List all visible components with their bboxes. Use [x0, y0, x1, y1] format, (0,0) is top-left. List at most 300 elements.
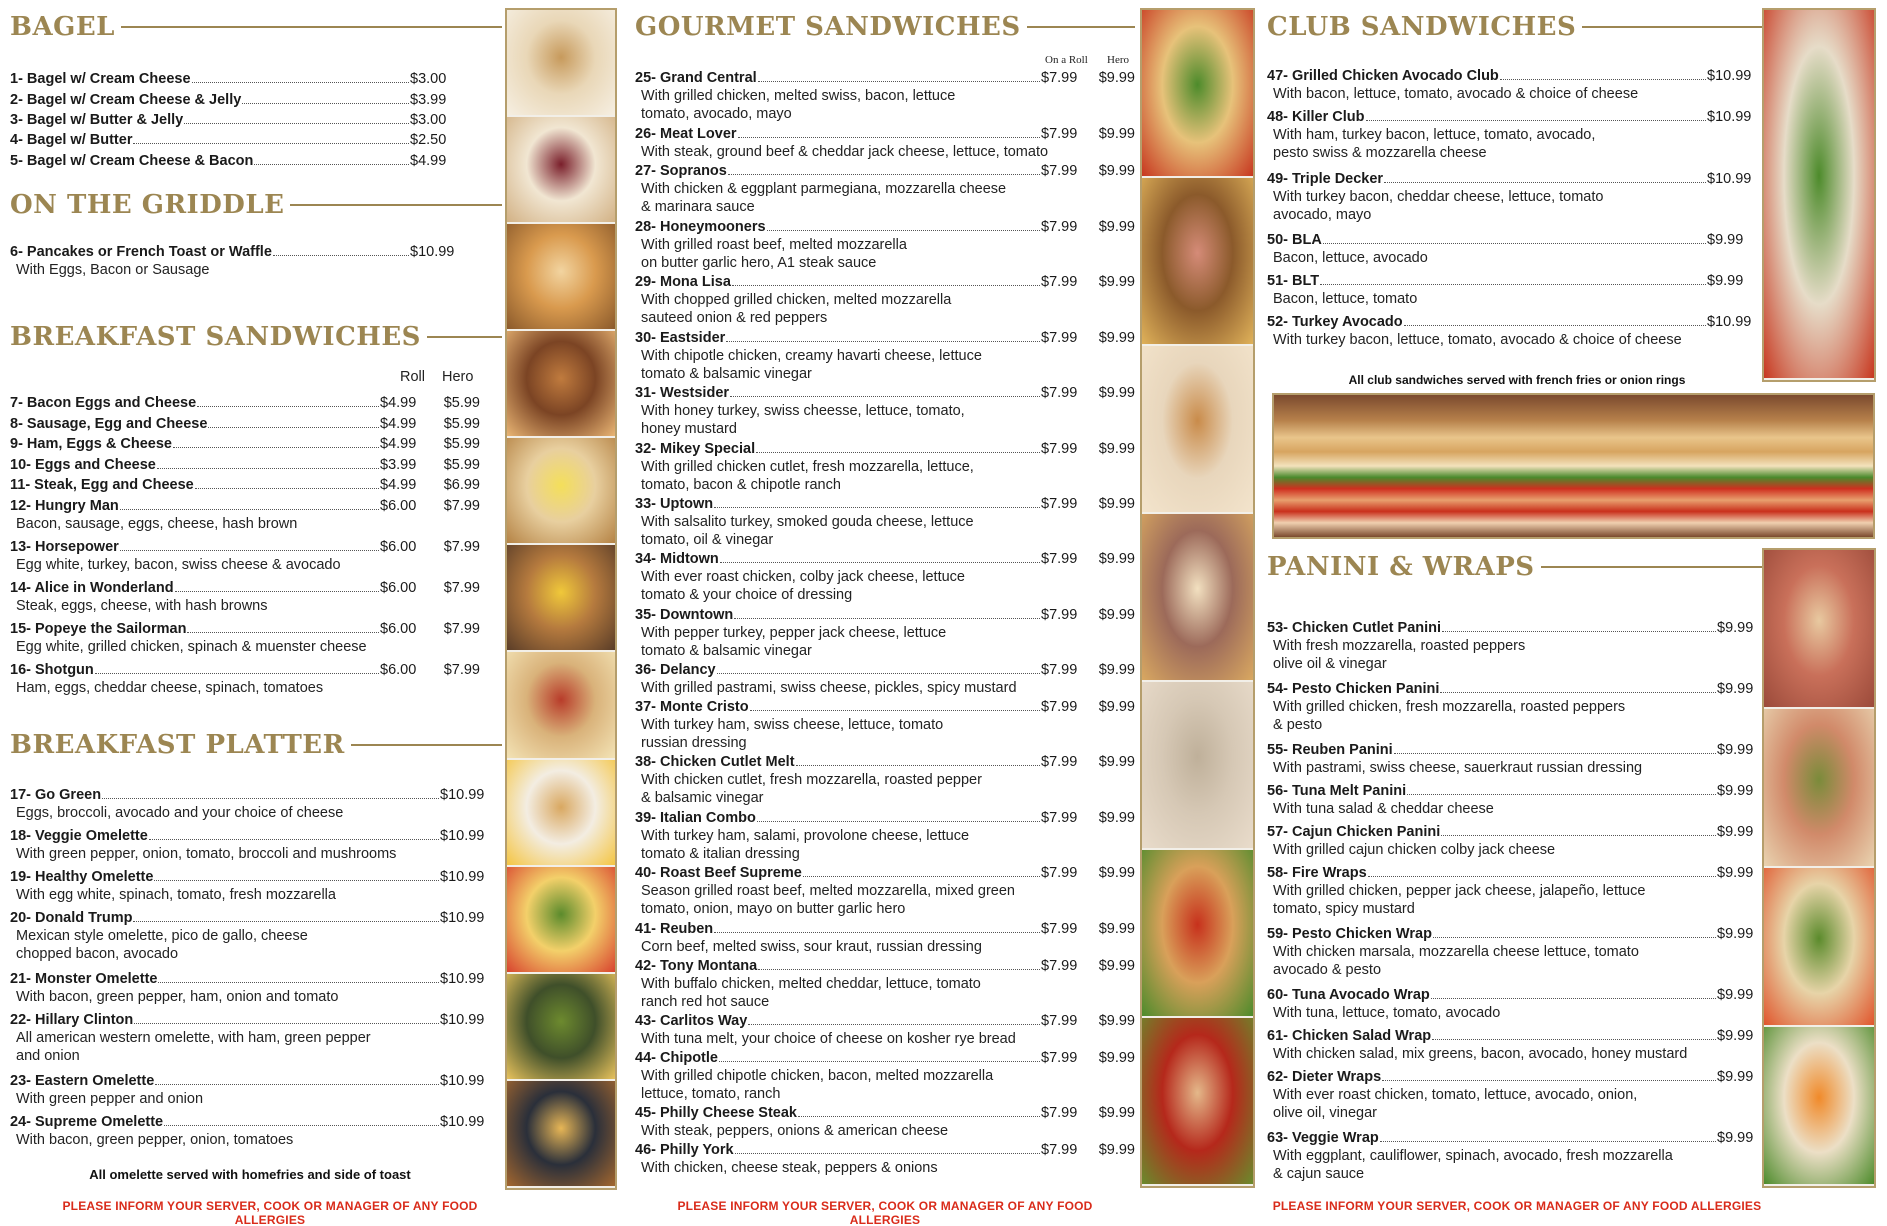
leader-dots [758, 81, 1040, 82]
item-price: $10.99 [440, 1012, 485, 1028]
item-price: $9.99 [1707, 232, 1744, 248]
menu-item-name: 16- Shotgun [10, 662, 94, 678]
menu-item-description: tomato & balsamic vinegar [641, 366, 812, 382]
omelette-toast-photo [507, 1081, 615, 1188]
menu-item-name: 2- Bagel w/ Cream Cheese & Jelly [10, 92, 242, 108]
menu-item [1267, 109, 1759, 162]
menu-item [635, 496, 1135, 549]
hero-price: $9.99 [1098, 810, 1135, 826]
menu-item-name: 53- Chicken Cutlet Panini [1267, 620, 1442, 636]
roast-beef-photo [1142, 514, 1253, 682]
menu-item-description: and onion [16, 1048, 80, 1064]
menu-item-name: 58- Fire Wraps [1267, 865, 1367, 881]
menu-item [635, 662, 1135, 697]
menu-item [635, 274, 1135, 327]
leader-dots [175, 591, 379, 592]
menu-item [635, 163, 1135, 216]
item-price: $9.99 [1717, 742, 1754, 758]
column-club-panini [1267, 0, 1764, 1226]
menu-item [10, 436, 480, 453]
menu-item-line [10, 457, 480, 474]
menu-item-name: 6- Pancakes or French Toast or Waffle [10, 244, 272, 260]
menu-item-line [635, 496, 1135, 513]
leader-dots [730, 396, 1040, 397]
menu-item [635, 699, 1135, 752]
menu-item-name: 50- BLA [1267, 232, 1322, 248]
hero-price: $5.99 [443, 457, 480, 473]
hero-price: $9.99 [1098, 441, 1135, 457]
leader-dots [1380, 1141, 1716, 1142]
item-price: $10.99 [440, 1073, 485, 1089]
leader-dots [133, 143, 409, 144]
item-price: $2.50 [410, 132, 447, 148]
menu-item-description: With bacon, green pepper, ham, onion and tomato [16, 989, 339, 1005]
menu-item-description: With chopped grilled chicken, melted mozzarella [641, 292, 952, 308]
menu-item-name: 55- Reuben Panini [1267, 742, 1393, 758]
menu-item-description: pesto swiss & mozzarella cheese [1273, 145, 1487, 161]
panini-stack-photo [1764, 550, 1874, 709]
club-sandwich-photo [1764, 10, 1874, 380]
roll-price: $7.99 [1041, 441, 1078, 457]
menu-item-name: 61- Chicken Salad Wrap [1267, 1028, 1432, 1044]
leader-dots [798, 1116, 1040, 1117]
menu-item-line [635, 1050, 1135, 1067]
menu-item-description: With chicken salad, mix greens, bacon, avocado, honey mustard [1273, 1046, 1688, 1062]
roll-price: $7.99 [1041, 1050, 1078, 1066]
item-price: $9.99 [1717, 1130, 1754, 1146]
menu-item-line [10, 971, 488, 988]
hero-price: $9.99 [1098, 1013, 1135, 1029]
section-header [10, 188, 502, 222]
menu-item-line [10, 71, 450, 88]
roll-price: $7.99 [1041, 607, 1078, 623]
leader-dots [735, 1153, 1040, 1154]
leader-dots [1431, 998, 1716, 999]
hero-price: $9.99 [1098, 330, 1135, 346]
menu-item-description: Bacon, sausage, eggs, cheese, hash brown [16, 516, 298, 532]
leader-dots [1368, 876, 1716, 877]
leader-dots [1382, 1080, 1716, 1081]
menu-item-description: & balsamic vinegar [641, 790, 764, 806]
menu-item-description: With chicken & eggplant parmegiana, mozzarella cheese [641, 181, 1007, 197]
roll-price: $6.00 [380, 498, 417, 514]
section-header [1267, 550, 1764, 584]
french-toast-photo [507, 331, 615, 438]
leader-dots [134, 1023, 439, 1024]
section-header [10, 320, 502, 354]
menu-item-line [635, 1013, 1135, 1030]
menu-item-line [635, 921, 1135, 938]
menu-item-name: 63- Veggie Wrap [1267, 1130, 1379, 1146]
menu-item-line [1267, 681, 1759, 698]
menu-item [1267, 824, 1759, 859]
menu-item-name: 46- Philly York [635, 1142, 734, 1158]
section-title: CLUB SANDWICHES [1267, 12, 1577, 42]
menu-item-description: With grilled chicken, pepper jack cheese, jalapeño, lettuce [1273, 883, 1646, 899]
item-price: $9.99 [1717, 783, 1754, 799]
menu-item-line [1267, 1028, 1759, 1045]
leader-dots [717, 673, 1040, 674]
menu-item-name: 20- Donald Trump [10, 910, 133, 926]
hero-price: $9.99 [1098, 385, 1135, 401]
roll-price: $6.00 [380, 580, 417, 596]
hero-price: $5.99 [443, 436, 480, 452]
menu-item-description: With grilled chicken, fresh mozzarella, roasted peppers [1273, 699, 1626, 715]
leader-dots [719, 1061, 1040, 1062]
menu-item [635, 810, 1135, 863]
menu-item-line [635, 662, 1135, 679]
item-price: $10.99 [1707, 171, 1752, 187]
menu-item-name: 33- Uptown [635, 496, 714, 512]
menu-item-line [10, 395, 480, 412]
leader-dots [767, 230, 1040, 231]
menu-item-description: Egg white, grilled chicken, spinach & muenster cheese [16, 639, 367, 655]
hero-price: $9.99 [1098, 754, 1135, 770]
menu-item [10, 71, 450, 88]
menu-item [635, 921, 1135, 956]
leader-dots [133, 921, 439, 922]
menu-item-description: tomato & your choice of dressing [641, 587, 853, 603]
leader-dots [1441, 835, 1716, 836]
section-panini [1267, 550, 1764, 584]
menu-item-line [635, 810, 1135, 827]
menu-item-description: sauteed onion & red peppers [641, 310, 828, 326]
menu-item-name: 56- Tuna Melt Panini [1267, 783, 1407, 799]
menu-item-line [635, 958, 1135, 975]
menu-item-name: 5- Bagel w/ Cream Cheese & Bacon [10, 153, 254, 169]
menu-item [1267, 620, 1759, 673]
egg-sandwich-photo [507, 545, 615, 652]
club-photo-strip [1762, 8, 1876, 382]
menu-item-name: 21- Monster Omelette [10, 971, 158, 987]
menu-item [10, 132, 450, 149]
menu-item-line [10, 869, 488, 886]
leader-dots [1404, 325, 1706, 326]
roll-price: $6.00 [380, 621, 417, 637]
menu-item-line [10, 498, 480, 515]
menu-item-description: With honey turkey, swiss cheesse, lettuce, tomato, [641, 403, 965, 419]
hero-price: $9.99 [1098, 274, 1135, 290]
menu-item-line [1267, 926, 1759, 943]
leader-dots [1440, 692, 1716, 693]
menu-item-description: With green pepper, onion, tomato, broccoli and mushrooms [16, 846, 397, 862]
menu-item-name: 15- Popeye the Sailorman [10, 621, 187, 637]
roll-price: $7.99 [1041, 810, 1078, 826]
menu-item [10, 153, 450, 170]
leader-dots [728, 174, 1040, 175]
menu-item-name: 8- Sausage, Egg and Cheese [10, 416, 208, 432]
menu-item-description: on butter garlic hero, A1 steak sauce [641, 255, 877, 271]
menu-item [635, 551, 1135, 604]
menu-item-description: Eggs, broccoli, avocado and your choice of cheese [16, 805, 344, 821]
menu-item-name: 9- Ham, Eggs & Cheese [10, 436, 172, 452]
leader-dots [173, 447, 379, 448]
menu-item [1267, 987, 1759, 1022]
menu-item-line [635, 274, 1135, 291]
section-header [10, 728, 502, 762]
menu-item-description: & marinara sauce [641, 199, 755, 215]
roll-price: $7.99 [1041, 274, 1078, 290]
menu-item-name: 31- Westsider [635, 385, 730, 401]
menu-item-line [635, 1142, 1135, 1159]
menu-item-name: 23- Eastern Omelette [10, 1073, 155, 1089]
menu-item-line [1267, 273, 1759, 290]
menu-item-line [635, 330, 1135, 347]
leader-dots [748, 1024, 1040, 1025]
club-stack-photo [1142, 178, 1253, 346]
menu-item-description: With turkey bacon, cheddar cheese, lettuce, tomato [1273, 189, 1604, 205]
item-price: $4.99 [410, 153, 447, 169]
wrap-photo [1764, 868, 1874, 1027]
menu-item-description: With ever roast chicken, colby jack cheese, lettuce [641, 569, 965, 585]
menu-item-name: 26- Meat Lover [635, 126, 737, 142]
leader-dots [154, 880, 439, 881]
menu-item-name: 18- Veggie Omelette [10, 828, 148, 844]
menu-item [1267, 1130, 1759, 1183]
menu-item-name: 30- Eastsider [635, 330, 726, 346]
menu-item-description: Egg white, turkey, bacon, swiss cheese & avocado [16, 557, 341, 573]
menu-item-line [1267, 742, 1759, 759]
menu-item [635, 70, 1135, 123]
menu-item [635, 441, 1135, 494]
panini-photo-strip [1762, 548, 1876, 1188]
menu-item-description: With egg white, spinach, tomato, fresh mozzarella [16, 887, 336, 903]
menu-item [1267, 783, 1759, 818]
section-griddle [10, 188, 502, 222]
menu-item [10, 910, 488, 963]
hero-price: $9.99 [1098, 219, 1135, 235]
hero-column-header: Hero [442, 369, 474, 385]
menu-item-line [10, 477, 480, 494]
menu-item-line [10, 1114, 488, 1131]
salami-hero-photo [1142, 1018, 1253, 1186]
menu-item-line [635, 163, 1135, 180]
menu-item-description: tomato & italian dressing [641, 846, 800, 862]
menu-item-line [1267, 987, 1759, 1004]
menu-item-description: & pesto [1273, 717, 1323, 733]
menu-item-name: 7- Bacon Eggs and Cheese [10, 395, 197, 411]
menu-item-line [10, 153, 450, 170]
leader-dots [155, 1084, 439, 1085]
hero-price: $9.99 [1098, 699, 1135, 715]
menu-item-name: 32- Mikey Special [635, 441, 756, 457]
column-gourmet [635, 0, 1135, 1226]
panini-pesto-photo [1764, 709, 1874, 868]
menu-item [635, 607, 1135, 660]
menu-item-name: 13- Horsepower [10, 539, 119, 555]
item-price: $9.99 [1717, 1028, 1754, 1044]
roll-price: $7.99 [1041, 1013, 1078, 1029]
menu-item-description: With eggplant, cauliflower, spinach, avocado, fresh mozzarella [1273, 1148, 1673, 1164]
roll-price: $7.99 [1041, 662, 1078, 678]
hero-price: $9.99 [1098, 865, 1135, 881]
section-breakfast-sandwiches [10, 320, 502, 354]
menu-item-line [10, 828, 488, 845]
menu-item-description: avocado, mayo [1273, 207, 1372, 223]
roll-price: $7.99 [1041, 1142, 1078, 1158]
menu-item [10, 869, 488, 904]
roll-price: $6.00 [380, 539, 417, 555]
menu-item-line [635, 551, 1135, 568]
roll-price: $7.99 [1041, 1105, 1078, 1121]
menu-item-name: 12- Hungry Man [10, 498, 119, 514]
item-price: $9.99 [1717, 681, 1754, 697]
section-breakfast-platter [10, 728, 502, 762]
item-price: $10.99 [440, 971, 485, 987]
item-price: $3.00 [410, 71, 447, 87]
leader-dots [750, 710, 1040, 711]
menu-item-line [10, 416, 480, 433]
menu-item-description: With chicken marsala, mozzarella cheese lettuce, tomato [1273, 944, 1639, 960]
menu-item-line [1267, 171, 1759, 188]
roll-price: $7.99 [1041, 551, 1078, 567]
menu-item-description: ranch red hot sauce [641, 994, 770, 1010]
roll-price: $7.99 [1041, 958, 1078, 974]
section-header [635, 10, 1135, 44]
menu-item-description: With pastrami, swiss cheese, sauerkraut russian dressing [1273, 760, 1643, 776]
leader-dots [803, 876, 1040, 877]
menu-item-description: With tuna melt, your choice of cheese on kosher rye bread [641, 1031, 1016, 1047]
leader-dots [158, 982, 439, 983]
menu-item-line [635, 607, 1135, 624]
menu-item-line [635, 699, 1135, 716]
omelette-photo [507, 867, 615, 974]
item-price: $9.99 [1717, 620, 1754, 636]
menu-item [1267, 1028, 1759, 1063]
hero-price: $9.99 [1098, 70, 1135, 86]
menu-item-name: 35- Downtown [635, 607, 734, 623]
menu-item-description: With chicken cutlet, fresh mozzarella, roasted pepper [641, 772, 982, 788]
menu-item-line [635, 754, 1135, 771]
menu-item-description: tomato, bacon & chipotle ranch [641, 477, 841, 493]
menu-item [1267, 314, 1759, 349]
leader-dots [726, 341, 1040, 342]
menu-item [10, 787, 488, 822]
roll-price: $7.99 [1041, 163, 1078, 179]
menu-item-description: With grilled pastrami, swiss cheese, pickles, spicy mustard [641, 680, 1017, 696]
menu-item [10, 92, 450, 109]
menu-item-name: 14- Alice in Wonderland [10, 580, 174, 596]
section-rule [351, 744, 502, 746]
menu-item-description: With ever roast chicken, tomato, lettuce, avocado, onion, [1273, 1087, 1638, 1103]
menu-item-line [1267, 865, 1759, 882]
leader-dots [120, 509, 379, 510]
hero-price: $9.99 [1098, 662, 1135, 678]
menu-item-description: & cajun sauce [1273, 1166, 1365, 1182]
menu-item-description: All american western omelette, with ham, green pepper [16, 1030, 371, 1046]
item-price: $9.99 [1717, 987, 1754, 1003]
menu-item-name: 54- Pesto Chicken Panini [1267, 681, 1440, 697]
menu-item-name: 3- Bagel w/ Butter & Jelly [10, 112, 184, 128]
menu-item-line [1267, 620, 1759, 637]
item-price: $10.99 [440, 869, 485, 885]
menu-item-line [10, 244, 458, 261]
item-price: $10.99 [440, 1114, 485, 1130]
menu-item-line [1267, 314, 1759, 331]
menu-item-description: With green pepper and onion [16, 1091, 204, 1107]
menu-item-name: 4- Bagel w/ Butter [10, 132, 133, 148]
bagel-sandwich-photo [507, 760, 615, 867]
menu-item [635, 385, 1135, 438]
roll-price: $4.99 [380, 395, 417, 411]
menu-item-name: 34- Midtown [635, 551, 719, 567]
omelette-note: All omelette served with homefries and side of toast [89, 1167, 411, 1182]
menu-item-name: 44- Chipotle [635, 1050, 718, 1066]
section-rule [1582, 26, 1764, 28]
leader-dots [195, 488, 379, 489]
hero-sandwich-banner-photo [1272, 393, 1875, 539]
leader-dots [120, 550, 379, 551]
menu-item [10, 395, 480, 412]
menu-item [635, 1142, 1135, 1177]
leader-dots [1433, 937, 1716, 938]
menu-item-description: With fresh mozzarella, roasted peppers [1273, 638, 1526, 654]
menu-item-description: russian dressing [641, 735, 747, 751]
menu-item-description: With ham, turkey bacon, lettuce, tomato, avocado, [1273, 127, 1596, 143]
menu-item-name: 51- BLT [1267, 273, 1320, 289]
club-note: All club sandwiches served with french fries or onion rings [1348, 373, 1686, 387]
menu-item-description: With steak, peppers, onions & american cheese [641, 1123, 949, 1139]
section-header [1267, 10, 1764, 44]
menu-item-name: 36- Delancy [635, 662, 716, 678]
on-a-roll-column-header: On a Roll [1045, 54, 1088, 66]
menu-item [1267, 1069, 1759, 1122]
menu-item-line [10, 662, 480, 679]
menu-item [10, 112, 450, 129]
item-price: $9.99 [1717, 1069, 1754, 1085]
hero-price: $9.99 [1098, 1105, 1135, 1121]
menu-item-description: With chicken, cheese steak, peppers & onions [641, 1160, 938, 1176]
menu-item-description: With chipotle chicken, creamy havarti cheese, lettuce [641, 348, 982, 364]
leader-dots [157, 468, 379, 469]
menu-item-line [1267, 783, 1759, 800]
menu-item-line [1267, 232, 1759, 249]
menu-item [635, 865, 1135, 918]
leader-dots [1384, 182, 1706, 183]
menu-item-name: 41- Reuben [635, 921, 714, 937]
hero-price: $6.99 [443, 477, 480, 493]
menu-item [10, 580, 480, 615]
spinach-omelette-photo [507, 974, 615, 1081]
hero-price: $9.99 [1098, 163, 1135, 179]
hero-price: $9.99 [1098, 496, 1135, 512]
item-price: $10.99 [1707, 68, 1752, 84]
bagel-jelly-photo [507, 117, 615, 224]
leader-dots [187, 632, 379, 633]
menu-item-line [635, 441, 1135, 458]
menu-item [635, 958, 1135, 1011]
menu-item-name: 10- Eggs and Cheese [10, 457, 156, 473]
menu-item-description: Bacon, lettuce, tomato [1273, 291, 1418, 307]
leader-dots [197, 406, 379, 407]
hero-price: $9.99 [1098, 607, 1135, 623]
menu-item-name: 48- Killer Club [1267, 109, 1365, 125]
menu-item [1267, 926, 1759, 979]
menu-item-description: Season grilled roast beef, melted mozzarella, mixed green [641, 883, 1015, 899]
section-title: BREAKFAST PLATTER [10, 730, 345, 760]
menu-item-line [10, 132, 450, 149]
roll-price: $7.99 [1041, 330, 1078, 346]
menu-item [635, 1105, 1135, 1140]
leader-dots [758, 969, 1040, 970]
item-price: $3.99 [410, 92, 447, 108]
menu-item-name: 1- Bagel w/ Cream Cheese [10, 71, 191, 87]
grand-central-photo [1142, 10, 1253, 178]
hero-column-header: Hero [1107, 54, 1129, 66]
menu-item-line [10, 910, 488, 927]
roll-price: $6.00 [380, 662, 417, 678]
menu-item-description: avocado & pesto [1273, 962, 1382, 978]
